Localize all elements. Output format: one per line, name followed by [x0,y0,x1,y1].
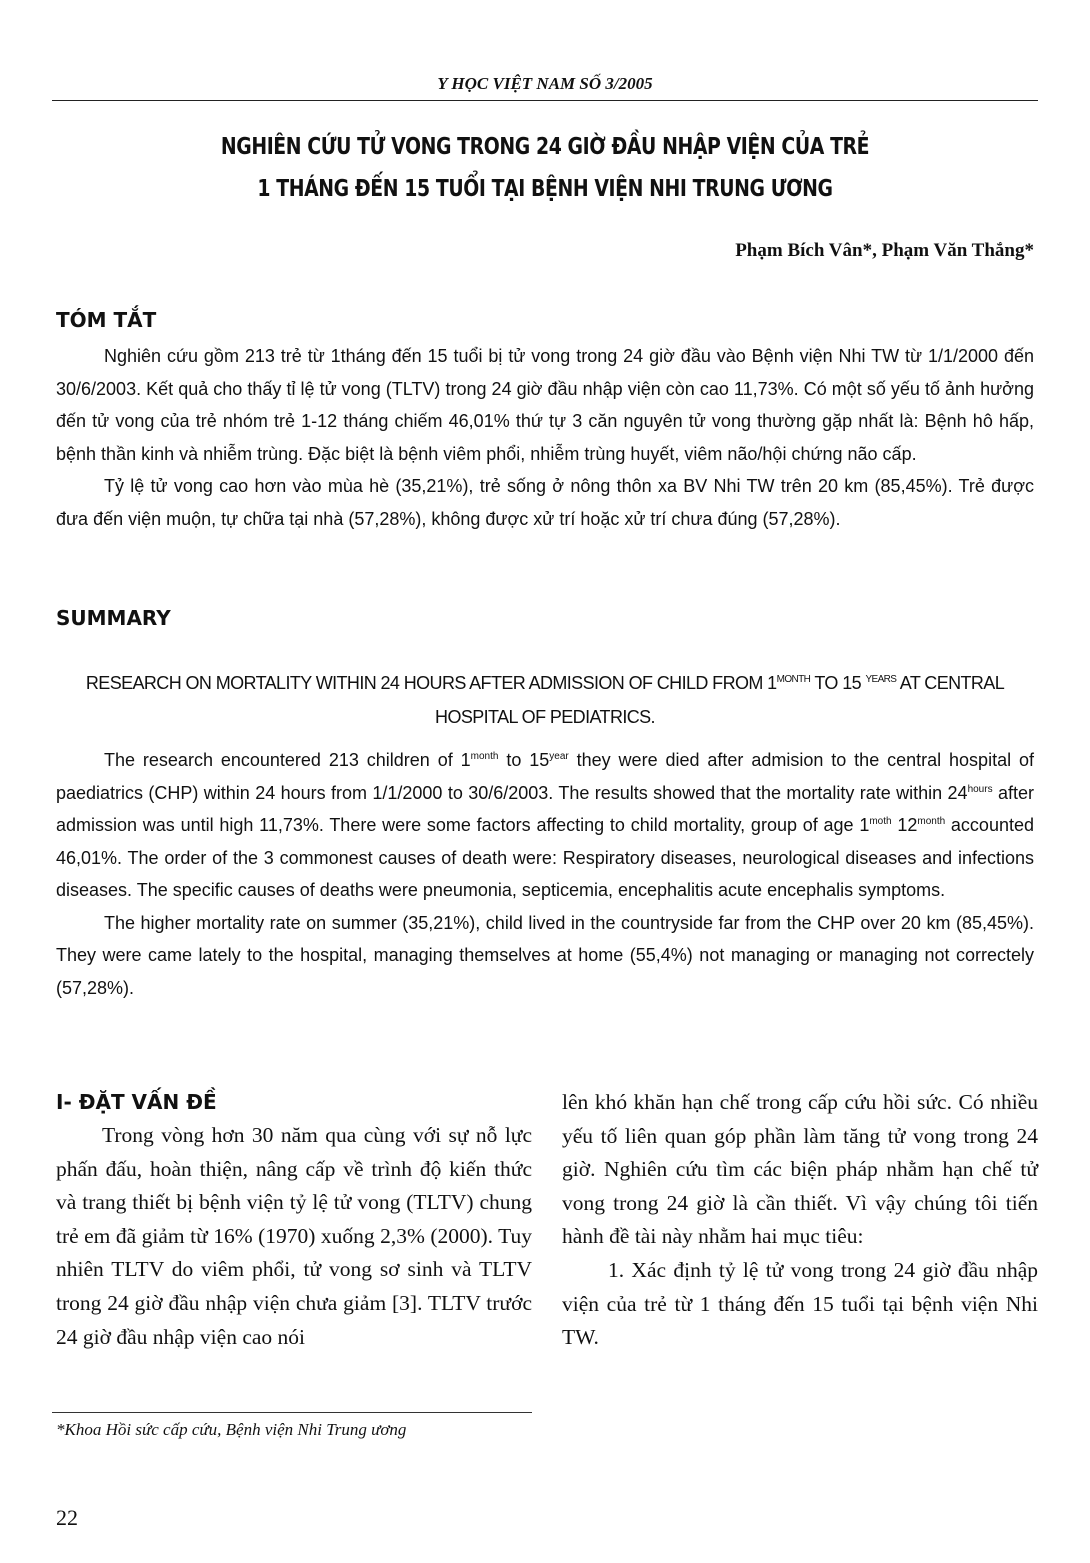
english-title-line-2: HOSPITAL OF PEDIATRICS. [435,707,655,727]
english-title-part: AT CENTRAL [896,673,1005,693]
body-column-left [56,1086,532,1354]
summary-sup: year [549,751,569,762]
english-title-sup: YEARS [865,674,897,685]
summary-paragraph-1 [56,744,1034,907]
summary-text: after admission was until high 11,73%. There were some factors affecting to child mortality, group of age 1 [56,782,1034,835]
english-title-sup: MONTH [776,674,811,685]
paper-title-line-1: NGHIÊN CỨU TỬ VONG TRONG 24 GIỜ ĐẦU NHẬP VIỆN CỦA TRẺ [220,134,870,160]
tom-tat-paragraph-1: Nghiên cứu gồm 213 trẻ từ 1tháng đến 15 tuổi bị tử vong trong 24 giờ đầu vào Bệnh viện Nhi TW từ 1/1/2000 đến 30/6/2003. Kết quả cho thấy tỉ lệ tử vong (TLTV) trong 24 giờ đầu nhập viện còn cao 11,73%. Có một số yếu tố ảnh hưởng đến tử vong của trẻ nhóm trẻ 1-12 tháng chiếm 46,01% thứ tự 3 căn nguyên tử vong thường gặp nhất là: Bệnh hô hấp, bệnh thần kinh và nhiễm trùng. Đặc biệt là bệnh viêm phổi, nhiễm trùng huyết, viêm não/hội chứng não cấp. [56,346,1034,464]
tom-tat-heading: TÓM TẮT [56,308,157,332]
journal-header: Y HỌC VIỆT NAM SỐ 3/2005 [52,74,1038,101]
section-1-left-paragraph: Trong vòng hơn 30 năm qua cùng với sự nỗ lực phấn đấu, hoàn thiện, nâng cấp về trình độ kiến thức và trang thiết bị bệnh viện tỷ lệ tử vong (TLTV) chung trẻ em đã giảm từ 16% (1970) xuống 2,3% (2000). Tuy nhiên TLTV do viêm phổi, tử vong sơ sinh và TLTV trong 24 giờ đầu nhập viện chưa giảm [3]. TLTV trước 24 giờ đầu nhập viện cao nói [56,1123,532,1349]
summary-paragraph-2: The higher mortality rate on summer (35,21%), child lived in the countryside far from the CHP over 20 km (85,45%). They were came lately to the hospital, managing themselves at home (55,4%) not managing or managing not correctely (57,28%). [56,912,1034,998]
footnote-divider [52,1412,532,1413]
page-number: 22 [56,1505,78,1530]
english-title-part: RESEARCH ON MORTALITY WITHIN 24 HOURS AFTER ADMISSION OF CHILD FROM 1 [85,673,777,693]
section-1-right-paragraph-2: 1. Xác định tỷ lệ tử vong trong 24 giờ đầu nhập viện của trẻ từ 1 tháng đến 15 tuổi tại bệnh viện Nhi TW. [562,1257,1038,1350]
summary-sup: hours [967,783,993,795]
english-title-line-1 [56,666,1034,700]
tom-tat-paragraph-2: Tỷ lệ tử vong cao hơn vào mùa hè (35,21%), trẻ sống ở nông thôn xa BV Nhi TW trên 20 km (85,45%). Trẻ được đưa đến viện muộn, tự chữa tại nhà (57,28%), không được xử trí hoặc xử trí chưa đúng (57,28%). [56,476,1034,529]
summary-text: to 15 [498,750,550,770]
summary-sup: moth [869,816,892,827]
summary-sup: month [470,751,499,762]
tom-tat-body [56,340,1034,535]
english-title-part: TO 15 [810,673,866,693]
summary-heading: SUMMARY [56,606,171,630]
footnote: *Khoa Hồi sức cấp cứu, Bệnh viện Nhi Trung ương [56,1420,407,1439]
summary-sup: month [917,816,946,827]
section-1-heading: I- ĐẶT VẤN ĐỀ [56,1090,217,1114]
summary-text: accounted 46,01%. The order of the 3 commonest causes of death were: Respiratory diseases, neurological diseases and infections diseases. The specific causes of deaths were pneumonia, septicemia, encephalitis acute encephalis symptoms. [56,815,1034,900]
body-column-right [562,1086,1038,1355]
summary-text: 12 [891,815,918,835]
summary-body [56,744,1034,1004]
summary-text: they were died after admision to the central hospital of paediatrics (CHP) within 24 hours from 1/1/2000 to 30/6/2003. The results showed that the mortality rate within 24 [56,750,1034,803]
english-title [56,666,1034,734]
summary-text: The research encountered 213 children of 1 [104,750,471,770]
paper-title [147,126,942,210]
authors: Phạm Bích Vân*, Phạm Văn Thắng* [735,240,1034,261]
paper-title-line-2: 1 THÁNG ĐẾN 15 TUỔI TẠI BỆNH VIỆN NHI TRUNG ƯƠNG [257,176,833,202]
section-1-right-paragraph-1: lên khó khăn hạn chế trong cấp cứu hồi sức. Có nhiều yếu tố liên quan góp phần làm tăng tử vong trong 24 giờ. Nghiên cứu tìm các biện pháp nhằm hạn chế tử vong trong 24 giờ là cần thiết. Vì vậy chúng tôi tiến hành đề tài này nhằm hai mục tiêu: [562,1090,1038,1249]
